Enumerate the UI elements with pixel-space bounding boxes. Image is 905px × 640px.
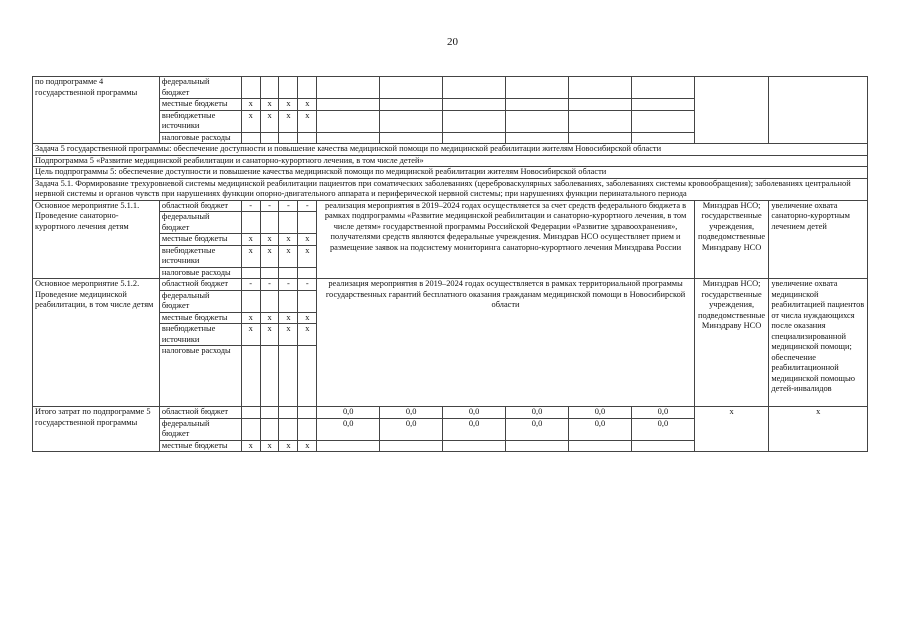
source-regional: областной бюджет: [159, 200, 241, 212]
source-extra: внебюджетные источники: [159, 245, 241, 267]
source-regional: областной бюджет: [159, 279, 241, 291]
source-extra: внебюджетные источники: [159, 324, 241, 346]
table-row: [33, 144, 868, 156]
cell-x: x: [279, 324, 298, 346]
source-local: местные бюджеты: [159, 234, 241, 246]
measure-512-note: реализация мероприятия в 2019–2024 годах осуществляется в рамках территориальной программы государственных гарантий бесплатного оказания гражданам медицинской помощи в Новосибирской области: [317, 279, 695, 407]
cell-x: x: [298, 234, 317, 246]
measure-511-executor: Минздрав НСО; государственные учреждения, подведомственные Минздраву НСО: [694, 200, 768, 279]
cell-x: x: [279, 234, 298, 246]
cell-x: x: [260, 245, 279, 267]
subprogram4-total-label: по подпрограмме 4 государственной программы: [33, 77, 160, 144]
cell-x: x: [298, 324, 317, 346]
total5-regional-value: 0,0: [443, 407, 506, 419]
source-regional: областной бюджет: [159, 407, 241, 419]
measure-511-result: увеличение охвата санаторно-курортным лечением детей: [769, 200, 868, 279]
goal5-row: Цель подпрограммы 5: обеспечение доступности и повышение качества медицинской помощи по медицинской реабилитации жителям Новосибирской области: [33, 167, 868, 179]
total5-result: x: [769, 407, 868, 452]
cell-x: x: [260, 440, 279, 452]
source-tax: налоговые расходы: [159, 346, 241, 407]
cell-x: x: [260, 324, 279, 346]
cell-x: x: [260, 234, 279, 246]
cell-x: x: [298, 440, 317, 452]
cell-x: x: [260, 99, 279, 111]
cell-x: x: [279, 110, 298, 132]
cell-x: x: [279, 245, 298, 267]
table-row: [33, 167, 868, 179]
source-local: местные бюджеты: [159, 99, 241, 111]
cell-x: x: [298, 312, 317, 324]
source-federal: федеральный бюджет: [159, 418, 241, 440]
cell-x: x: [279, 99, 298, 111]
table-row: [33, 407, 868, 419]
program-table: [32, 76, 868, 452]
cell-dash: -: [298, 279, 317, 291]
total5-federal-value: 0,0: [380, 418, 443, 440]
cell-x: x: [241, 245, 260, 267]
measure-512-name: Основное мероприятие 5.1.2. Проведение медицинской реабилитации, в том числе детям: [33, 279, 160, 407]
total5-executor: x: [694, 407, 768, 452]
measure-512-result: увеличение охвата медицинской реабилитацией пациентов от числа нуждающихся после оказания специализированной медицинской помощи; обеспечение реабилитационной медицинской помощью детей-инвалидов: [769, 279, 868, 407]
measure-511-note: реализация мероприятия в 2019–2024 годах осуществляется за счет средств федерального бюджета в рамках подпрограммы «Развитие медицинской реабилитации и санаторно-курортного лечения, в том числе детям» государственной программы Российской Федерации «Развитие здравоохранения», получателями средств являются федеральные учреждения. Минздрав НСО осуществляет прием и размещение заявок на подсистему мониторинга санаторно-курортного лечения Минздрава России: [317, 200, 695, 279]
task51-row: Задача 5.1. Формирование трехуровневой системы медицинской реабилитации пациентов при соматических заболеваниях (цереброваскулярных заболеваниях, заболеваниях системы кровообращения); заболеваниях центральной нервной системы и органов чувств при нарушениях функции опорно-двигательного аппарата и периферической нервной системы; при нарушениях функции перинатального периода: [33, 178, 868, 200]
cell-x: x: [279, 312, 298, 324]
cell-dash: -: [241, 279, 260, 291]
table-row: [33, 155, 868, 167]
source-local: местные бюджеты: [159, 312, 241, 324]
total5-federal-value: 0,0: [568, 418, 631, 440]
source-federal: федеральный бюджет: [159, 77, 241, 99]
total5-regional-value: 0,0: [506, 407, 569, 419]
cell-x: x: [241, 110, 260, 132]
cell-x: x: [241, 99, 260, 111]
measure-511-name: Основное мероприятие 5.1.1. Проведение санаторно-курортного лечения детям: [33, 200, 160, 279]
total5-federal-value: 0,0: [631, 418, 694, 440]
total5-federal-value: 0,0: [317, 418, 380, 440]
source-extra: внебюджетные источники: [159, 110, 241, 132]
source-tax: налоговые расходы: [159, 132, 241, 144]
subprogram5-row: Подпрограмма 5 «Развитие медицинской реабилитации и санаторно-курортного лечения, в том числе детей»: [33, 155, 868, 167]
total5-regional-value: 0,0: [380, 407, 443, 419]
cell-x: x: [260, 110, 279, 132]
total5-regional-value: 0,0: [317, 407, 380, 419]
table-row: [33, 279, 868, 291]
table-row: [33, 77, 868, 99]
total5-label: Итого затрат по подпрограмме 5 государственной программы: [33, 407, 160, 452]
cell-dash: -: [241, 200, 260, 212]
cell-x: x: [298, 245, 317, 267]
cell-dash: -: [260, 279, 279, 291]
cell-dash: -: [298, 200, 317, 212]
total5-federal-value: 0,0: [443, 418, 506, 440]
cell-x: x: [279, 440, 298, 452]
cell-x: x: [298, 99, 317, 111]
cell-x: x: [241, 312, 260, 324]
total5-regional-value: 0,0: [568, 407, 631, 419]
page-number: 20: [447, 36, 458, 48]
cell-dash: -: [260, 200, 279, 212]
measure-512-executor: Минздрав НСО; государственные учреждения, подведомственные Минздраву НСО: [694, 279, 768, 407]
cell-x: x: [298, 110, 317, 132]
total5-regional-value: 0,0: [631, 407, 694, 419]
source-federal: федеральный бюджет: [159, 290, 241, 312]
source-tax: налоговые расходы: [159, 267, 241, 279]
cell-dash: -: [279, 279, 298, 291]
cell-x: x: [241, 324, 260, 346]
cell-x: x: [241, 440, 260, 452]
cell-x: x: [260, 312, 279, 324]
source-federal: федеральный бюджет: [159, 212, 241, 234]
table-row: [33, 178, 868, 200]
total5-federal-value: 0,0: [506, 418, 569, 440]
table-row: [33, 200, 868, 212]
cell-x: x: [241, 234, 260, 246]
task5-row: Задача 5 государственной программы: обеспечение доступности и повышение качества медицинской помощи по медицинской реабилитации жителям Новосибирской области: [33, 144, 868, 156]
cell-dash: -: [279, 200, 298, 212]
source-local: местные бюджеты: [159, 440, 241, 452]
